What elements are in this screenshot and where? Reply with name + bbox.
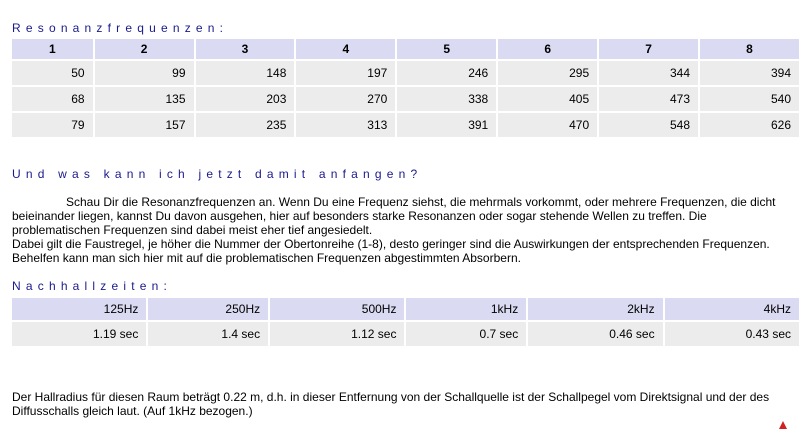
table-cell: 394 [700, 61, 799, 85]
table-row [12, 322, 799, 346]
table-cell: 1.19 sec [12, 322, 146, 346]
hallradius-text: Der Hallradius für diesen Raum beträgt 0.22 m, d.h. in dieser Entfernung von der Schallquelle ist der Schallpegel vom Direktsignal und der des Diffusschalls gleich laut. (Auf 1kHz bezogen.) [12, 390, 770, 418]
usage-text-3: Behelfen kann man sich hier mit auf die problematischen Frequenzen abgestimmten Absorbern. [12, 251, 521, 265]
table-cell: 344 [599, 61, 698, 85]
table-cell: 391 [397, 113, 496, 137]
table-row [12, 61, 799, 85]
table-cell: 626 [700, 113, 799, 137]
table-cell: 246 [397, 61, 496, 85]
table-cell: 99 [95, 61, 194, 85]
reverb-col-header: 125Hz [12, 298, 146, 320]
reverb-col-header: 4kHz [665, 298, 799, 320]
resonance-col-header: 3 [196, 39, 295, 59]
reverb-table [10, 296, 801, 348]
resonance-col-header: 2 [95, 39, 194, 59]
table-cell: 313 [296, 113, 395, 137]
resonance-col-header: 8 [700, 39, 799, 59]
table-cell: 405 [498, 87, 597, 111]
table-cell: 135 [95, 87, 194, 111]
table-cell: 1.12 sec [270, 322, 404, 346]
reverb-col-header: 500Hz [270, 298, 404, 320]
table-cell: 548 [599, 113, 698, 137]
resonance-col-header: 5 [397, 39, 496, 59]
reverb-col-header: 1kHz [406, 298, 526, 320]
table-row [12, 113, 799, 137]
table-cell: 1.4 sec [148, 322, 268, 346]
arrow-up-icon[interactable] [779, 421, 787, 429]
table-cell: 235 [196, 113, 295, 137]
table-cell: 270 [296, 87, 395, 111]
table-cell: 68 [12, 87, 93, 111]
table-cell: 50 [12, 61, 93, 85]
usage-paragraph [12, 195, 797, 265]
table-cell: 157 [95, 113, 194, 137]
resonance-col-header: 7 [599, 39, 698, 59]
table-cell: 473 [599, 87, 698, 111]
resonance-header-row [12, 39, 799, 59]
usage-text-1: Schau Dir die Resonanzfrequenzen an. Wenn Du eine Frequenz siehst, die mehrmals vorkommt, oder mehrere Frequenzen, die dicht beieinander liegen, kannst Du davon ausgehen, hier auf besonders starke Resonanzen oder sogar stehende Wellen zu treffen. Die problematischen Frequenzen sind dabei meist eher tief angesiedelt. [12, 195, 776, 237]
reverb-col-header: 2kHz [528, 298, 662, 320]
table-cell: 197 [296, 61, 395, 85]
table-cell: 79 [12, 113, 93, 137]
table-cell: 540 [700, 87, 799, 111]
table-row [12, 87, 799, 111]
table-cell: 148 [196, 61, 295, 85]
table-cell: 338 [397, 87, 496, 111]
usage-heading: Und was kann ich jetzt damit anfangen? [12, 167, 423, 181]
usage-text-2: Dabei gilt die Faustregel, je höher die Nummer der Obertonreihe (1-8), desto geringer sind die Auswirkungen der entsprechenden Frequenzen. [12, 237, 770, 251]
resonance-col-header: 4 [296, 39, 395, 59]
resonance-heading: Resonanzfrequenzen: [12, 21, 229, 35]
table-cell: 470 [498, 113, 597, 137]
resonance-col-header: 1 [12, 39, 93, 59]
resonance-table [10, 37, 801, 139]
reverb-col-header: 250Hz [148, 298, 268, 320]
table-cell: 295 [498, 61, 597, 85]
table-cell: 0.7 sec [406, 322, 526, 346]
reverb-heading: Nachhallzeiten: [12, 279, 173, 293]
table-cell: 0.46 sec [528, 322, 662, 346]
table-cell: 203 [196, 87, 295, 111]
reverb-header-row [12, 298, 799, 320]
table-cell: 0.43 sec [665, 322, 799, 346]
resonance-col-header: 6 [498, 39, 597, 59]
